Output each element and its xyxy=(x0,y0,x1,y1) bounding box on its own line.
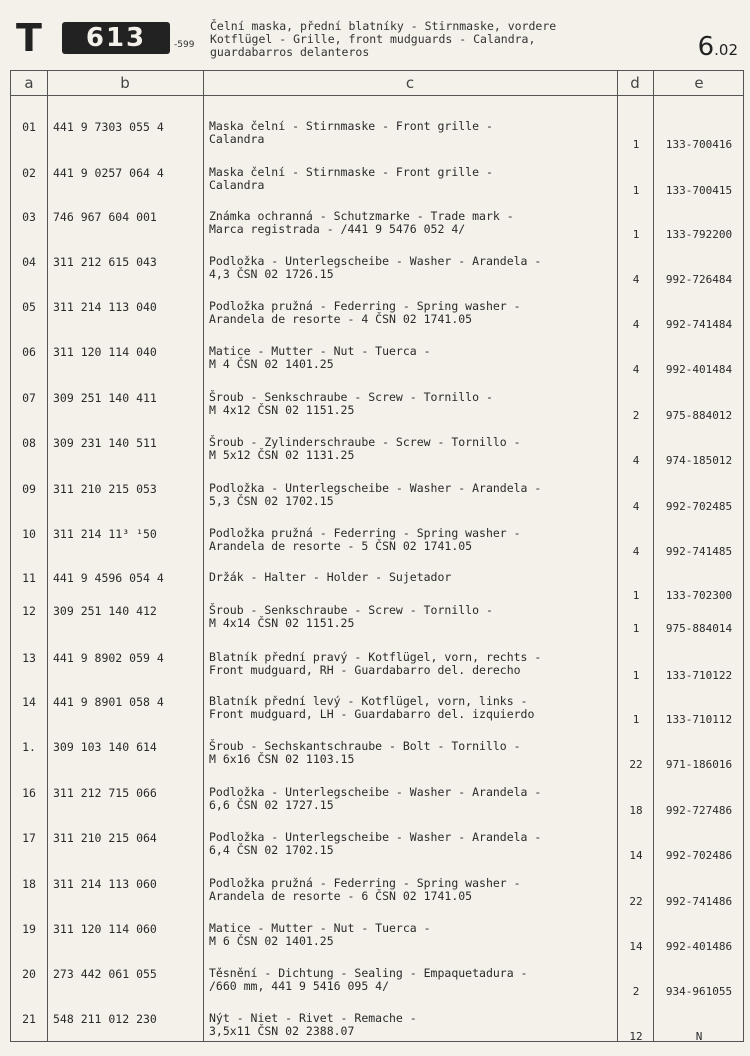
quantity: 22 xyxy=(629,895,643,908)
description-line: Podložka pružná - Federring - Spring washer - xyxy=(209,299,521,313)
catalog-code: 992-727486 xyxy=(665,804,733,817)
part-description xyxy=(209,740,617,766)
quantity: 14 xyxy=(629,849,643,862)
description-line: Držák - Halter - Holder - Sujetador xyxy=(209,570,452,584)
table-row xyxy=(11,345,745,389)
column-header-b: b xyxy=(120,74,130,92)
catalog-code: 992-726484 xyxy=(665,273,733,286)
part-number: 441 9 0257 064 4 xyxy=(53,166,164,180)
table-row xyxy=(11,831,745,875)
column-header-e: e xyxy=(694,74,704,92)
table-row xyxy=(11,391,745,435)
description-line: Arandela de resorte - 5 ČSN 02 1741.05 xyxy=(209,539,473,553)
description-line: Matice - Mutter - Nut - Tuerca - xyxy=(209,344,431,358)
row-number: 03 xyxy=(22,210,36,224)
row-number: 02 xyxy=(22,166,36,180)
table-row xyxy=(11,877,745,921)
part-description xyxy=(209,604,617,630)
quantity: 2 xyxy=(632,985,640,998)
part-description xyxy=(209,571,617,584)
catalog-code: 992-401484 xyxy=(665,363,733,376)
description-line: Podložka - Unterlegscheibe - Washer - Arandela - xyxy=(209,785,542,799)
description-line: M 5x12 ČSN 02 1131.25 xyxy=(209,448,355,462)
description-line: M 6x16 ČSN 02 1103.15 xyxy=(209,752,355,766)
catalog-code: 992-702486 xyxy=(665,849,733,862)
quantity: 18 xyxy=(629,804,643,817)
description-line: /660 mm, 441 9 5416 095 4/ xyxy=(209,979,390,993)
part-number: 309 231 140 511 xyxy=(53,436,157,450)
table-row xyxy=(11,922,745,966)
part-number: 309 103 140 614 xyxy=(53,740,157,754)
part-description xyxy=(209,786,617,812)
description-line: Maska čelní - Stirnmaske - Front grille - xyxy=(209,119,493,133)
description-line: 6,4 ČSN 02 1702.15 xyxy=(209,843,334,857)
row-number: 21 xyxy=(22,1012,36,1026)
catalog-code: 992-401486 xyxy=(665,940,733,953)
part-description xyxy=(209,255,617,281)
part-number: 311 212 715 066 xyxy=(53,786,157,800)
part-description xyxy=(209,436,617,462)
catalog-code: 992-741485 xyxy=(665,545,733,558)
description-line: Front mudguard, RH - Guardabarro del. derecho xyxy=(209,663,521,677)
quantity: 4 xyxy=(632,545,640,558)
description-line: Nýt - Niet - Rivet - Remache - xyxy=(209,1011,417,1025)
quantity: 4 xyxy=(632,454,640,467)
row-number: 05 xyxy=(22,300,36,314)
part-description xyxy=(209,482,617,508)
catalog-code: 133-792200 xyxy=(665,228,733,241)
table-row xyxy=(11,482,745,526)
catalog-code: 975-884012 xyxy=(665,409,733,422)
description-line: Podložka pružná - Federring - Spring washer - xyxy=(209,876,521,890)
part-description xyxy=(209,345,617,371)
row-number: 20 xyxy=(22,967,36,981)
description-line: Podložka pružná - Federring - Spring washer - xyxy=(209,526,521,540)
page-number-main: 6 xyxy=(697,32,715,62)
page-title xyxy=(210,20,630,59)
row-number: 18 xyxy=(22,877,36,891)
part-description xyxy=(209,391,617,417)
catalog-code: 975-884014 xyxy=(665,622,733,635)
description-line: Arandela de resorte - 6 ČSN 02 1741.05 xyxy=(209,889,473,903)
part-description xyxy=(209,831,617,857)
quantity: 1 xyxy=(632,184,640,197)
part-description xyxy=(209,1012,617,1038)
description-line: 6,6 ČSN 02 1727.15 xyxy=(209,798,334,812)
part-description xyxy=(209,210,617,236)
description-line: M 6 ČSN 02 1401.25 xyxy=(209,934,334,948)
row-number: 07 xyxy=(22,391,36,405)
part-description xyxy=(209,922,617,948)
row-number: 06 xyxy=(22,345,36,359)
quantity: 14 xyxy=(629,940,643,953)
description-line: Blatník přední levý - Kotflügel, vorn, links - xyxy=(209,694,528,708)
part-number: 309 251 140 412 xyxy=(53,604,157,618)
column-header-d: d xyxy=(630,74,640,92)
row-number: 17 xyxy=(22,831,36,845)
description-line: Calandra xyxy=(209,178,265,192)
page-header xyxy=(10,10,744,65)
page-number-sub: .02 xyxy=(714,41,738,59)
part-number: 273 442 061 055 xyxy=(53,967,157,981)
description-line: Matice - Mutter - Nut - Tuerca - xyxy=(209,921,431,935)
column-header-c: c xyxy=(405,74,415,92)
catalog-code: 971-186016 xyxy=(665,758,733,771)
quantity: 1 xyxy=(632,589,640,602)
description-line: Marca registrada - /441 9 5476 052 4/ xyxy=(209,222,466,236)
description-line: Šroub - Senkschraube - Screw - Tornillo - xyxy=(209,390,493,404)
logo-letter: T xyxy=(16,16,42,60)
row-number: 01 xyxy=(22,120,36,134)
title-line: Čelní maska, přední blatníky - Stirnmaske, vordere xyxy=(210,19,557,33)
column-header-a: a xyxy=(24,74,34,92)
part-description xyxy=(209,877,617,903)
title-line: Kotflügel - Grille, front mudguards - Calandra, xyxy=(210,32,536,46)
part-description xyxy=(209,967,617,993)
catalog-code: 992-702485 xyxy=(665,500,733,513)
table-row xyxy=(11,967,745,1011)
description-line: Šroub - Sechskantschraube - Bolt - Tornillo - xyxy=(209,739,521,753)
description-line: Šroub - Senkschraube - Screw - Tornillo - xyxy=(209,603,493,617)
part-number: 548 211 012 230 xyxy=(53,1012,157,1026)
catalog-code: N xyxy=(695,1030,703,1043)
part-number: 311 214 113 060 xyxy=(53,877,157,891)
description-line: M 4x14 ČSN 02 1151.25 xyxy=(209,616,355,630)
row-number: 13 xyxy=(22,651,36,665)
description-line: Calandra xyxy=(209,132,265,146)
quantity: 1 xyxy=(632,713,640,726)
table-row xyxy=(11,604,745,648)
catalog-code: 992-741484 xyxy=(665,318,733,331)
row-number: 09 xyxy=(22,482,36,496)
header-divider xyxy=(11,95,743,96)
row-number: 04 xyxy=(22,255,36,269)
table-row xyxy=(11,786,745,830)
part-number: 311 210 215 053 xyxy=(53,482,157,496)
part-description xyxy=(209,120,617,146)
quantity: 12 xyxy=(629,1030,643,1043)
part-description xyxy=(209,695,617,721)
part-number: 311 120 114 040 xyxy=(53,345,157,359)
catalog-code: 934-961055 xyxy=(665,985,733,998)
quantity: 4 xyxy=(632,273,640,286)
quantity: 4 xyxy=(632,500,640,513)
description-line: Šroub - Zylinderschraube - Screw - Tornillo - xyxy=(209,435,521,449)
catalog-code: 133-700416 xyxy=(665,138,733,151)
part-number: 311 210 215 064 xyxy=(53,831,157,845)
catalog-code: 133-700415 xyxy=(665,184,733,197)
row-number: 12 xyxy=(22,604,36,618)
description-line: Front mudguard, LH - Guardabarro del. izquierdo xyxy=(209,707,535,721)
quantity: 2 xyxy=(632,409,640,422)
quantity: 1 xyxy=(632,669,640,682)
parts-table xyxy=(10,70,744,1042)
description-line: 5,3 ČSN 02 1702.15 xyxy=(209,494,334,508)
table-row xyxy=(11,740,745,784)
title-line: guardabarros delanteros xyxy=(210,45,370,59)
catalog-code: 974-185012 xyxy=(665,454,733,467)
table-row xyxy=(11,436,745,480)
logo-number: 613 xyxy=(62,22,170,54)
quantity: 1 xyxy=(632,228,640,241)
description-line: Těsnění - Dichtung - Sealing - Empaquetadura - xyxy=(209,966,528,980)
table-row xyxy=(11,210,745,254)
quantity: 4 xyxy=(632,318,640,331)
catalog-code: 133-710112 xyxy=(665,713,733,726)
description-line: M 4 ČSN 02 1401.25 xyxy=(209,357,334,371)
description-line: 3,5x11 ČSN 02 2388.07 xyxy=(209,1024,355,1038)
part-number: 311 120 114 060 xyxy=(53,922,157,936)
row-number: 1. xyxy=(22,740,36,754)
tatra-logo xyxy=(16,16,195,60)
catalog-code: 992-741486 xyxy=(665,895,733,908)
part-number: 311 214 11³ ¹50 xyxy=(53,527,157,541)
description-line: Maska čelní - Stirnmaske - Front grille - xyxy=(209,165,493,179)
quantity: 1 xyxy=(632,138,640,151)
description-line: Podložka - Unterlegscheibe - Washer - Arandela - xyxy=(209,830,542,844)
part-number: 441 9 8902 059 4 xyxy=(53,651,164,665)
table-row xyxy=(11,300,745,344)
table-row xyxy=(11,255,745,299)
quantity: 1 xyxy=(632,622,640,635)
table-row xyxy=(11,1012,745,1056)
logo-suffix: -599 xyxy=(174,40,195,50)
part-description xyxy=(209,300,617,326)
description-line: Blatník přední pravý - Kotflügel, vorn, rechts - xyxy=(209,650,542,664)
row-number: 08 xyxy=(22,436,36,450)
row-number: 19 xyxy=(22,922,36,936)
description-line: Arandela de resorte - 4 ČSN 02 1741.05 xyxy=(209,312,473,326)
part-number: 441 9 8901 058 4 xyxy=(53,695,164,709)
description-line: Podložka - Unterlegscheibe - Washer - Arandela - xyxy=(209,254,542,268)
part-number: 311 214 113 040 xyxy=(53,300,157,314)
part-number: 441 9 4596 054 4 xyxy=(53,571,164,585)
description-line: M 4x12 ČSN 02 1151.25 xyxy=(209,403,355,417)
table-row xyxy=(11,527,745,571)
part-description xyxy=(209,166,617,192)
part-number: 309 251 140 411 xyxy=(53,391,157,405)
table-row xyxy=(11,166,745,210)
quantity: 22 xyxy=(629,758,643,771)
page-number xyxy=(698,32,738,62)
part-description xyxy=(209,527,617,553)
part-description xyxy=(209,651,617,677)
table-row xyxy=(11,651,745,695)
table-row xyxy=(11,120,745,164)
row-number: 11 xyxy=(22,571,36,585)
description-line: Podložka - Unterlegscheibe - Washer - Arandela - xyxy=(209,481,542,495)
row-number: 10 xyxy=(22,527,36,541)
row-number: 16 xyxy=(22,786,36,800)
part-number: 311 212 615 043 xyxy=(53,255,157,269)
table-row xyxy=(11,695,745,739)
description-line: 4,3 ČSN 02 1726.15 xyxy=(209,267,334,281)
row-number: 14 xyxy=(22,695,36,709)
catalog-code: 133-710122 xyxy=(665,669,733,682)
part-number: 441 9 7303 055 4 xyxy=(53,120,164,134)
quantity: 4 xyxy=(632,363,640,376)
description-line: Známka ochranná - Schutzmarke - Trade mark - xyxy=(209,209,514,223)
catalog-code: 133-702300 xyxy=(665,589,733,602)
part-number: 746 967 604 001 xyxy=(53,210,157,224)
